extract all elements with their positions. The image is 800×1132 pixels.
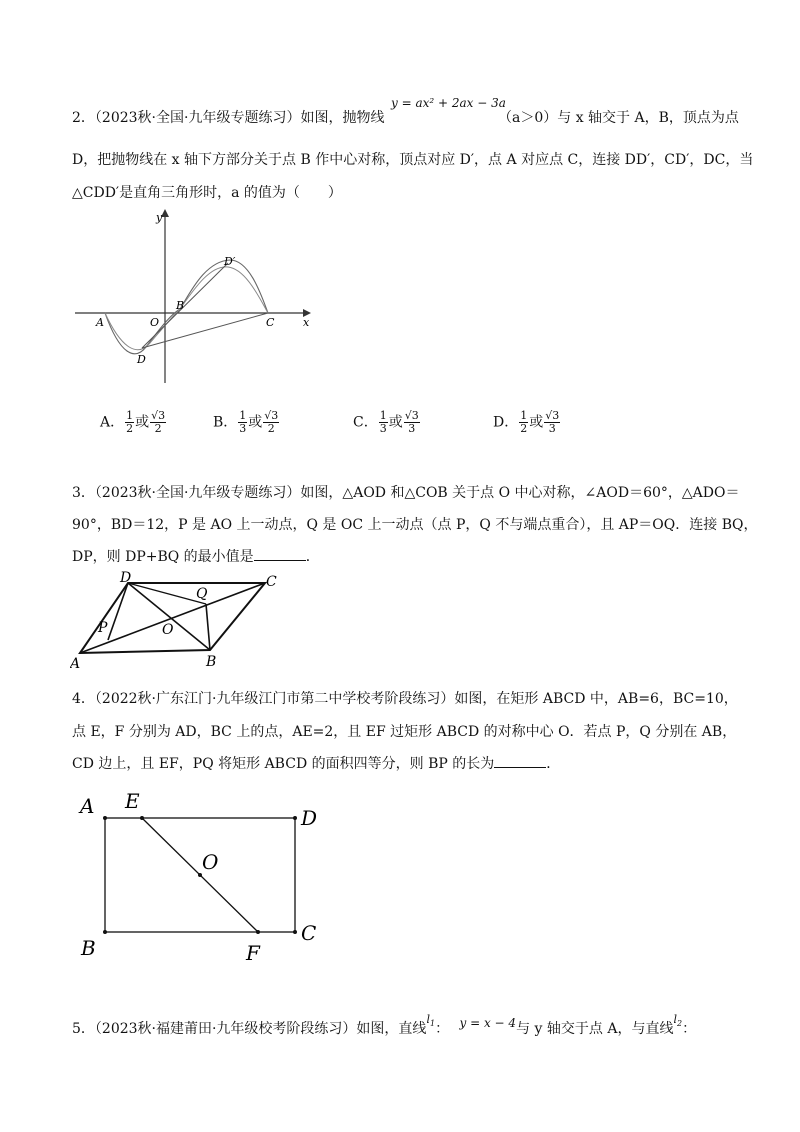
q3-segment-DP <box>108 583 128 640</box>
q3-answer-blank[interactable] <box>254 548 306 561</box>
q4-label-E: E <box>125 789 140 813</box>
q5-line-1: 5．（2023秋·福建莆田·九年级校考阶段练习）如图，直线$^{l_1}$： y = x − 4与 y 轴交于点 A，与直线$^{l_2}$： <box>72 1013 697 1037</box>
q3-figure <box>70 568 300 673</box>
q4-label-B: B <box>81 936 96 960</box>
label-O: O <box>150 316 160 329</box>
parabola-curve-2 <box>105 267 268 350</box>
label-A: A <box>96 316 104 329</box>
q3-label-B: B <box>206 654 217 670</box>
q2-formula: y = ax² + 2ax − 3a <box>391 96 506 110</box>
q4-label-C: C <box>301 921 317 945</box>
q2-line-2: D，把抛物线在 x 轴下方部分关于点 B 作中心对称，顶点对应 D′，点 A 对应点 C，连接 DD′，CD′，DC，当 <box>72 152 754 168</box>
label-Dp: D′ <box>224 255 236 268</box>
label-y: y <box>156 211 163 224</box>
q4-label-O: O <box>202 850 219 874</box>
q4-line-2: 点 E，F 分别为 AD，BC 上的点，AE=2，且 EF 过矩形 ABCD 的对称中心 O．若点 P，Q 分别在 AB， <box>72 724 737 740</box>
q2-source: （2023秋·全国·九年级专题练习）如图，抛物线 <box>94 110 385 126</box>
q2-figure <box>70 205 320 390</box>
q2-condition: （a＞0）与 x 轴交于 A，B，顶点为点 <box>498 110 739 126</box>
q4-figure <box>75 785 355 970</box>
q3-label-Q: Q <box>196 586 208 602</box>
q4-answer-blank[interactable] <box>494 755 546 768</box>
label-x: x <box>303 316 310 329</box>
q3-label-A: A <box>70 656 81 672</box>
q3-label-C: C <box>266 574 277 590</box>
q3-label-P: P <box>98 620 108 636</box>
q4-label-A: A <box>80 794 95 818</box>
q2-number: 2． <box>72 110 95 126</box>
q4-line-3: CD 边上，且 EF，PQ 将矩形 ABCD 的面积四等分，则 BP 的长为 ． <box>72 756 561 772</box>
q2-option-a[interactable]: A． $\frac{1}{2}$ 或 $\frac{√3}{2}$ <box>100 409 166 435</box>
parabola-curve-1 <box>105 260 268 354</box>
q5-formula: y = x − 4 <box>459 1016 517 1030</box>
segment-DDp <box>142 263 228 348</box>
label-D: D <box>137 353 146 366</box>
q2-line-1 <box>72 108 384 128</box>
q2-line-3: △CDD′是直角三角形时，a 的值为（ ） <box>72 185 342 201</box>
q4-line-1: 4．（2022秋·广东江门·九年级江门市第二中学校考阶段练习）如图，在矩形 ABCD 中，AB=6，BC=10， <box>72 691 738 707</box>
q2-option-b[interactable]: B． $\frac{1}{3}$ 或 $\frac{√3}{2}$ <box>213 409 279 435</box>
q4-label-D: D <box>301 806 318 830</box>
label-B: B <box>176 299 185 312</box>
q5-l2: l2 <box>673 1013 683 1029</box>
q2-option-c[interactable]: C． $\frac{1}{3}$ 或 $\frac{√3}{3}$ <box>353 409 419 435</box>
q3-line-3: DP，则 DP+BQ 的最小值是 ． <box>72 549 320 565</box>
q3-label-D: D <box>120 570 132 586</box>
q3-segment-BQ <box>206 604 210 650</box>
q5-l1: l1 <box>426 1013 436 1029</box>
q3-line-2: 90°，BD＝12，P 是 AO 上一动点，Q 是 OC 上一动点（点 P，Q 不与端点重合），且 AP＝OQ．连接 BQ， <box>72 517 758 533</box>
q3-line-1: 3．（2023秋·全国·九年级专题练习）如图，△AOD 和△COB 关于点 O 中心对称，∠AOD＝60°，△ADO＝ <box>72 485 740 501</box>
q4-label-F: F <box>246 941 260 965</box>
label-C: C <box>266 316 275 329</box>
q3-label-O: O <box>162 622 174 638</box>
q2-option-d[interactable]: D． $\frac{1}{2}$ 或 $\frac{√3}{3}$ <box>493 409 560 435</box>
